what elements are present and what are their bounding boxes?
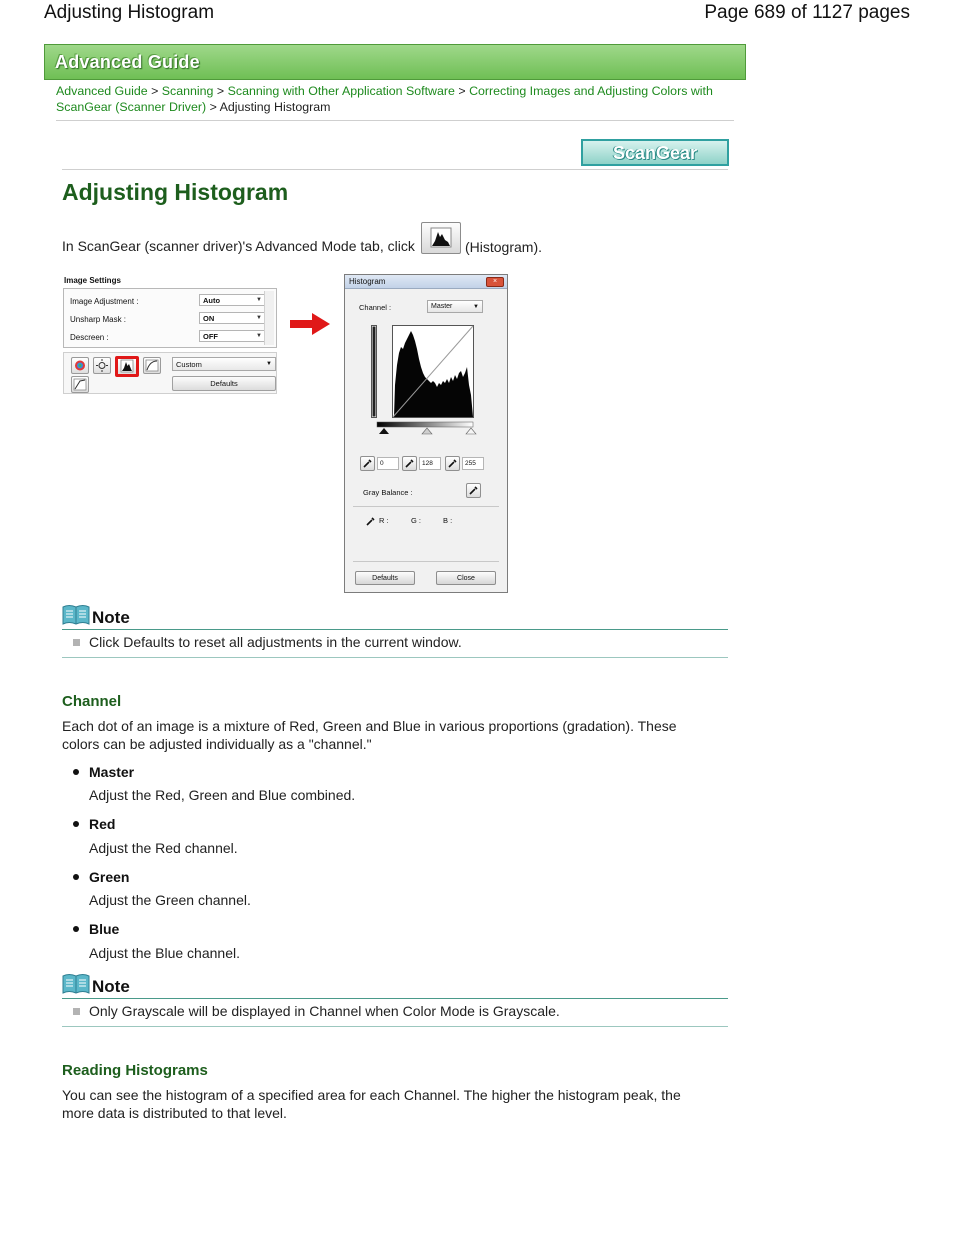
divider <box>353 506 499 507</box>
reading-histograms-heading: Reading Histograms <box>62 1062 208 1079</box>
image-settings-defaults-button[interactable]: Defaults <box>172 376 276 391</box>
channel-heading: Channel <box>62 693 122 710</box>
note-heading: Note <box>92 977 130 996</box>
breadcrumb-separator: > <box>151 84 159 98</box>
brightness-icon <box>94 358 110 373</box>
list-item-desc: Adjust the Green channel. <box>89 892 251 908</box>
image-tools-bar <box>63 352 277 394</box>
note-divider <box>62 657 728 658</box>
channel-description-line: Each dot of an image is a mixture of Red, Green and Blue in various proportions (gradation). These <box>62 718 677 734</box>
intro-text: In ScanGear (scanner driver)'s Advanced Mode tab, click <box>62 238 415 254</box>
breadcrumb-link-scanning[interactable]: Scanning <box>161 84 214 98</box>
note-item: Only Grayscale will be displayed in Channel when Color Mode is Grayscale. <box>73 1003 560 1019</box>
channel-label: Channel : <box>359 303 392 312</box>
midtone-dropper-button[interactable] <box>402 456 417 471</box>
list-item-desc: Adjust the Red channel. <box>89 840 238 856</box>
highlight-slider-icon[interactable] <box>466 428 476 434</box>
histogram-graph <box>371 325 481 435</box>
list-item-green: Green <box>89 869 130 885</box>
divider <box>62 169 728 170</box>
breadcrumb-current: Adjusting Histogram <box>219 100 331 114</box>
note-divider <box>62 629 728 630</box>
image-settings-title: Image Settings <box>64 276 121 285</box>
list-item-master: Master <box>89 764 135 780</box>
advanced-guide-banner <box>44 44 746 80</box>
shadow-slider-icon[interactable] <box>379 428 389 434</box>
reading-description-line: You can see the histogram of a specified area for each Channel. The higher the histogram peak, the <box>62 1087 681 1103</box>
channel-description-line: colors can be adjusted individually as a "channel." <box>62 736 372 752</box>
eyedropper-icon <box>361 457 374 470</box>
color-adjust-button[interactable] <box>71 357 89 374</box>
descreen-label: Descreen : <box>70 333 109 342</box>
dialog-titlebar <box>345 275 507 289</box>
breadcrumb <box>56 83 736 115</box>
histogram-button[interactable] <box>421 222 461 254</box>
note-heading: Note <box>92 608 130 627</box>
list-item-blue: Blue <box>89 921 120 937</box>
red-readout-label: R : <box>379 516 389 525</box>
channel-description <box>62 717 702 753</box>
tone-curve-button[interactable] <box>143 357 161 374</box>
histogram-icon <box>422 223 460 253</box>
histogram-defaults-button[interactable]: Defaults <box>355 571 415 585</box>
intro-text-suffix: (Histogram). <box>465 239 543 255</box>
histogram-close-button[interactable]: Close <box>436 571 496 585</box>
image-adjustment-label: Image Adjustment : <box>70 297 139 306</box>
unsharp-mask-select[interactable]: ON ▼ <box>199 312 265 324</box>
divider <box>353 561 499 562</box>
note-divider <box>62 1026 728 1027</box>
scangear-badge-label: ScanGear <box>612 143 698 163</box>
preset-select[interactable]: Custom ▼ <box>172 357 276 371</box>
eyedropper-icon <box>446 457 459 470</box>
page-counter: Page 689 of 1127 pages <box>704 2 910 23</box>
breadcrumb-separator: > <box>216 84 225 98</box>
gray-balance-dropper-button[interactable] <box>466 483 481 498</box>
highlight-dropper-button[interactable] <box>445 456 460 471</box>
breadcrumb-link-advanced-guide[interactable]: Advanced Guide <box>56 84 148 98</box>
list-item-desc: Adjust the Blue channel. <box>89 945 240 961</box>
blue-readout-label: B : <box>443 516 453 525</box>
gray-balance-label: Gray Balance : <box>363 488 413 497</box>
eyedropper-icon <box>467 484 480 497</box>
document-title: Adjusting Histogram <box>44 2 215 23</box>
image-settings-scrollbar[interactable] <box>264 291 274 345</box>
note-divider <box>62 998 728 999</box>
image-adjustment-select[interactable]: Auto ▼ <box>199 294 265 306</box>
dialog-title: Histogram <box>349 277 386 286</box>
note-book-icon <box>62 604 90 626</box>
divider <box>56 120 734 121</box>
image-settings-panel <box>62 274 278 396</box>
histogram-dialog <box>344 274 508 593</box>
shadow-value-field[interactable]: 0 <box>377 457 399 470</box>
channel-select[interactable]: Master ▼ <box>427 300 483 313</box>
list-item-red: Red <box>89 816 116 832</box>
descreen-select[interactable]: OFF ▼ <box>199 330 265 342</box>
unsharp-mask-label: Unsharp Mask : <box>70 315 127 324</box>
midtone-slider-icon[interactable] <box>422 428 432 434</box>
banner-label: Advanced Guide <box>55 52 200 72</box>
eyedropper-icon <box>403 457 416 470</box>
image-settings-list <box>63 288 277 348</box>
note-item: Click Defaults to reset all adjustments in the current window. <box>73 634 462 650</box>
shadow-dropper-button[interactable] <box>360 456 375 471</box>
threshold-curve-icon <box>72 377 88 392</box>
color-wheel-icon <box>72 358 88 373</box>
histogram-icon <box>118 359 136 374</box>
green-readout-label: G : <box>411 516 422 525</box>
list-item-desc: Adjust the Red, Green and Blue combined. <box>89 787 356 803</box>
note-book-icon <box>62 973 90 995</box>
histogram-tool-button[interactable] <box>115 356 139 377</box>
page-title: Adjusting Histogram <box>62 179 289 205</box>
red-arrow-icon <box>290 313 330 335</box>
tone-curve-icon <box>144 358 160 373</box>
breadcrumb-link-text: ScanGear (Scanner Driver) <box>56 100 207 114</box>
breadcrumb-separator: > <box>209 100 217 114</box>
final-review-button[interactable] <box>71 376 89 393</box>
reading-histograms-description <box>62 1086 702 1122</box>
dialog-close-icon[interactable]: × <box>486 277 504 287</box>
midtone-value-field[interactable]: 128 <box>419 457 441 470</box>
eyedropper-icon <box>365 515 377 527</box>
highlight-value-field[interactable]: 255 <box>462 457 484 470</box>
scangear-badge <box>581 139 729 166</box>
breadcrumb-link-text: Correcting Images and Adjusting Colors with <box>469 84 713 98</box>
reading-description-line: more data is distributed to that level. <box>62 1105 287 1121</box>
breadcrumb-link-other-software[interactable]: Scanning with Other Application Software <box>227 84 455 98</box>
breadcrumb-separator: > <box>458 84 466 98</box>
brightness-contrast-button[interactable] <box>93 357 111 374</box>
